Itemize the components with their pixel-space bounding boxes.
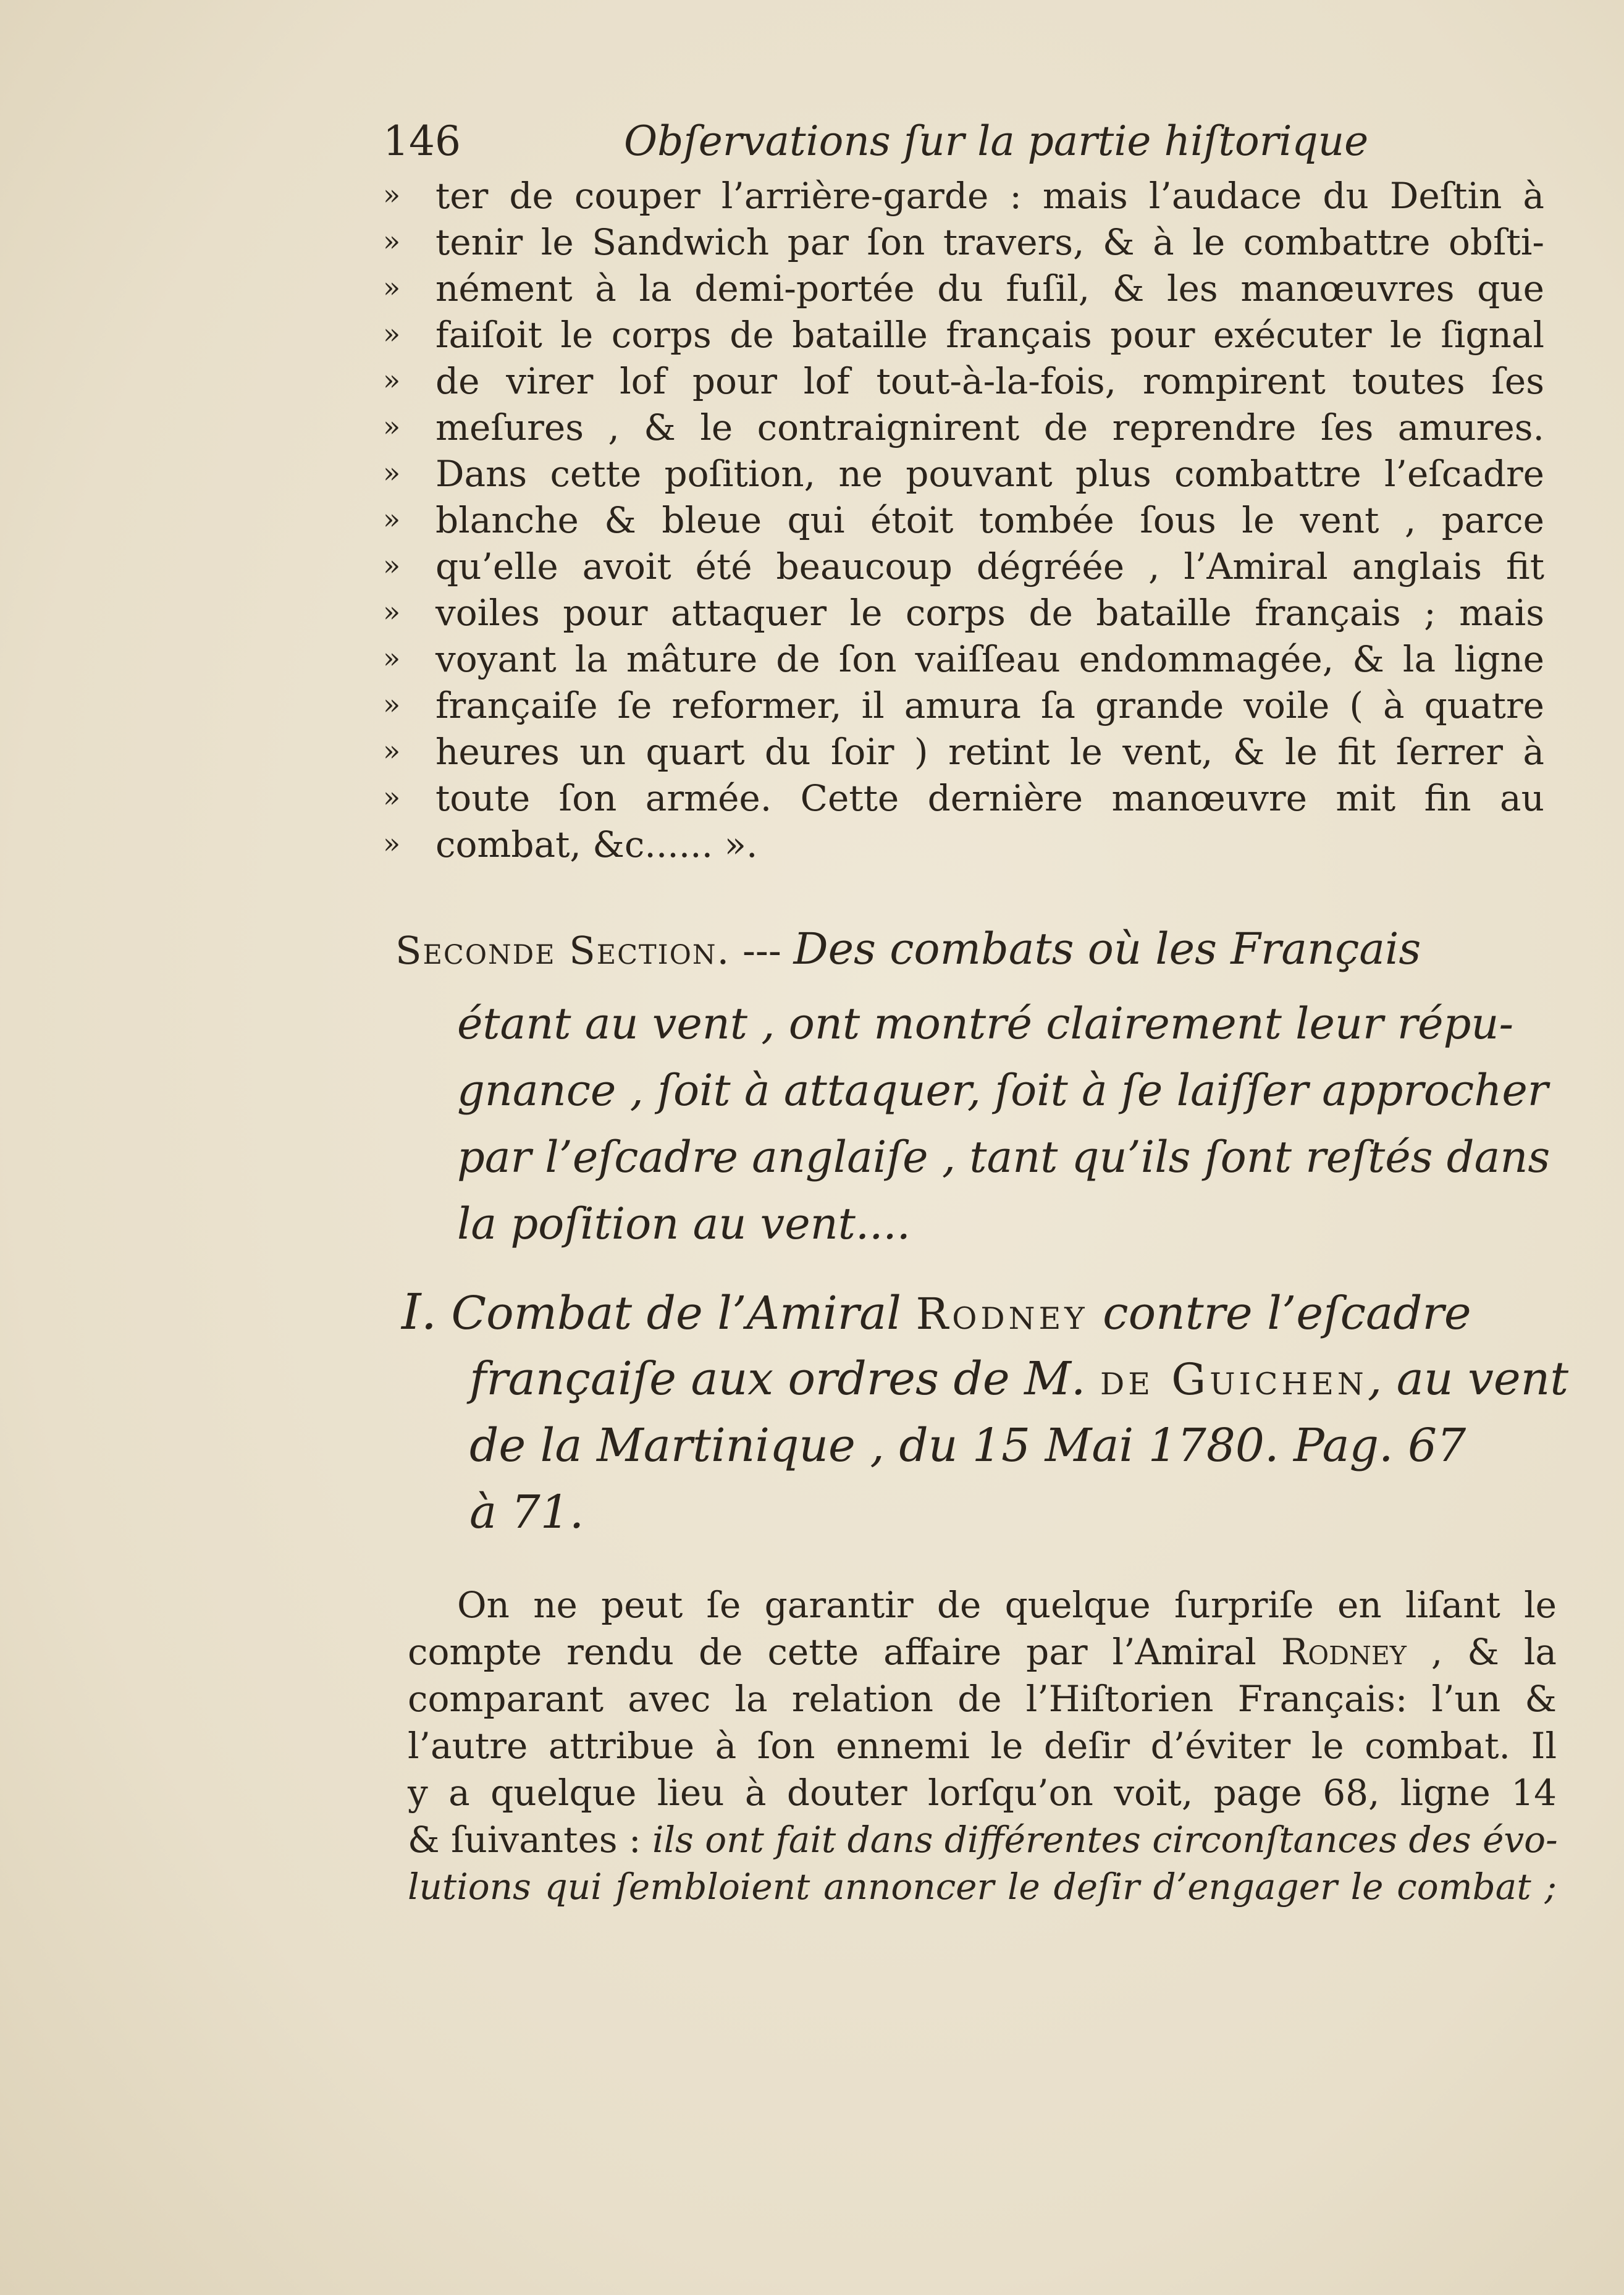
paragraph-line bbox=[408, 1816, 1557, 1863]
quote-line bbox=[383, 683, 1544, 729]
paragraph-line: comparant avec la relation de l’Hiſtorien Français: l’un & bbox=[408, 1678, 1557, 1720]
quote-line bbox=[383, 822, 1544, 868]
quote-line bbox=[383, 173, 1544, 219]
quote-line bbox=[383, 266, 1544, 312]
quote-mark: » bbox=[383, 734, 401, 767]
section-label: Seconde Section. bbox=[395, 928, 731, 973]
section-heading bbox=[395, 924, 1550, 1257]
quote-line-text: Dans cette poſition, ne pouvant plus combattre l’eſcadre bbox=[435, 453, 1544, 495]
quote-line-text: heures un quart du ſoir ) retint le vent, & le fit ſerrer à bbox=[435, 731, 1544, 773]
quote-line-text: de virer lof pour lof tout-à-la-fois, rompirent toutes ſes bbox=[435, 360, 1544, 402]
quote-line-text: voyant la mâture de ſon vaiſſeau endommagée, & la ligne bbox=[435, 638, 1544, 680]
quote-line bbox=[383, 219, 1544, 266]
paragraph-line: On ne peut ſe garantir de quelque ſurpriſe en liſant le bbox=[457, 1584, 1557, 1626]
quote-line-text: faiſoit le corps de bataille français pour exécuter le ſignal bbox=[435, 314, 1544, 356]
combat-heading-line bbox=[469, 1345, 1569, 1412]
quote-line-text: blanche & bleue qui étoit tombée ſous le vent , parce bbox=[435, 499, 1544, 541]
quote-line-text: françaiſe ſe reformer, il amura ſa grande voile ( à quatre bbox=[435, 684, 1544, 726]
paragraph-text: & ſuivantes : bbox=[408, 1819, 652, 1861]
quote-line bbox=[383, 636, 1544, 683]
quote-mark: » bbox=[383, 271, 401, 304]
section-heading-line bbox=[395, 924, 1550, 990]
quote-mark: » bbox=[383, 410, 401, 443]
combat-heading bbox=[402, 1279, 1569, 1546]
paragraph-text: , & la bbox=[1406, 1631, 1557, 1673]
body-paragraph bbox=[408, 1581, 1557, 1910]
section-heading-line: gnance , ſoit à attaquer, ſoit à ſe laiſſer approcher bbox=[457, 1065, 1549, 1116]
rodney-name: Rodney bbox=[915, 1289, 1088, 1339]
page-header bbox=[383, 111, 1544, 179]
italic-quote-text: ils ont fait dans différentes circonſtances des évo- bbox=[652, 1819, 1558, 1861]
quote-mark: » bbox=[383, 549, 401, 582]
section-heading-line: la poſition au vent.... bbox=[457, 1198, 911, 1249]
combat-text: Combat de l’Amiral bbox=[437, 1287, 916, 1340]
section-title-text: Des combats où les Français bbox=[793, 924, 1421, 974]
section-dash: --- bbox=[730, 928, 794, 973]
quote-line-text: meſures , & le contraignirent de reprendre ſes amures. bbox=[435, 406, 1544, 448]
quote-mark: » bbox=[383, 641, 401, 675]
combat-text: , au vent bbox=[1367, 1352, 1569, 1405]
quote-line-text: toute ſon armée. Cette dernière manœuvre mit fin au bbox=[435, 777, 1544, 819]
quotation-block bbox=[383, 173, 1544, 868]
paragraph-text: compte rendu de cette affaire par l’Amiral bbox=[408, 1631, 1281, 1673]
quote-line bbox=[383, 590, 1544, 636]
quote-line-text: combat, &c...... ». bbox=[435, 823, 758, 865]
quote-mark: » bbox=[383, 456, 401, 489]
paragraph-line: l’autre attribue à ſon ennemi le deſir d’éviter le combat. Il bbox=[408, 1725, 1557, 1767]
quote-line bbox=[383, 729, 1544, 775]
paragraph-line bbox=[408, 1628, 1557, 1675]
quote-mark: » bbox=[383, 224, 401, 258]
combat-heading-line bbox=[402, 1279, 1550, 1345]
quote-line bbox=[383, 451, 1544, 497]
quote-mark: » bbox=[383, 780, 401, 814]
quote-line-text: qu’elle avoit été beaucoup dégréée , l’Amiral anglais fit bbox=[435, 545, 1544, 587]
quote-mark: » bbox=[383, 502, 401, 536]
quote-line-text: nément à la demi-portée du fuſil, & les manœuvres que bbox=[435, 267, 1544, 310]
quote-line bbox=[383, 358, 1544, 405]
quote-line-text: ter de couper l’arrière-garde : mais l’audace du Deſtin à bbox=[435, 175, 1544, 217]
section-heading-line: par l’eſcadre anglaiſe , tant qu’ils ſont reſtés dans bbox=[457, 1132, 1550, 1182]
quote-line-text: tenir le Sandwich par ſon travers, & à le combattre obſti- bbox=[435, 221, 1544, 263]
paragraph-line: lutions qui ſembloient annoncer le deſir d’engager le combat ; bbox=[408, 1866, 1557, 1908]
combat-text: françaiſe aux ordres de M. bbox=[469, 1352, 1100, 1405]
guichen-name: de Guichen bbox=[1100, 1354, 1368, 1405]
quote-line bbox=[383, 775, 1544, 822]
quote-mark: » bbox=[383, 317, 401, 350]
quote-mark: » bbox=[383, 688, 401, 721]
section-heading-line: étant au vent , ont montré clairement leur répu- bbox=[457, 998, 1514, 1049]
combat-heading-line: à 71. bbox=[469, 1486, 584, 1539]
page-number: 146 bbox=[383, 117, 461, 165]
combat-text: contre l’eſcadre bbox=[1088, 1287, 1471, 1340]
quote-mark: » bbox=[383, 178, 401, 211]
rodney-name: Rodney bbox=[1281, 1631, 1407, 1673]
combat-heading-line: de la Martinique , du 15 Mai 1780. Pag. 67 bbox=[469, 1419, 1466, 1472]
quote-line bbox=[383, 405, 1544, 451]
running-head: Obſervations ſur la partie hiſtorique bbox=[624, 117, 1369, 165]
quote-mark: » bbox=[383, 827, 401, 860]
quote-line bbox=[383, 544, 1544, 590]
quote-line bbox=[383, 497, 1544, 544]
paragraph-line: y a quelque lieu à douter lorſqu’on voit, page 68, ligne 14 bbox=[408, 1772, 1557, 1814]
quote-line-text: voiles pour attaquer le corps de bataille français ; mais bbox=[435, 592, 1544, 634]
quote-mark: » bbox=[383, 595, 401, 628]
quote-mark: » bbox=[383, 363, 401, 397]
combat-numeral: I. bbox=[402, 1283, 437, 1341]
quote-line bbox=[383, 312, 1544, 358]
